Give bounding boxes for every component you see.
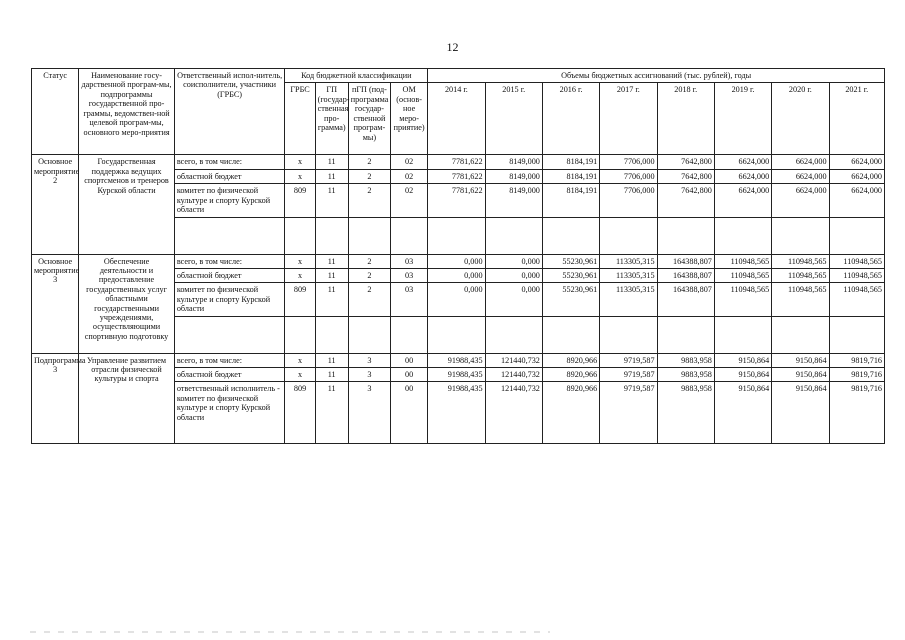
value-cell: 9819,716: [829, 353, 884, 367]
value-cell: 9883,958: [657, 353, 714, 367]
om-cell: 02: [391, 169, 428, 183]
value-cell: 7706,000: [600, 184, 657, 217]
name-cell: Государственная поддержка ведущих спортсменов и тренеров Курской области: [79, 155, 175, 254]
value-cell: 9883,958: [657, 368, 714, 382]
value-cell: 55230,961: [542, 254, 599, 268]
value-cell: 9150,864: [772, 368, 829, 382]
grbs-cell: х: [285, 268, 315, 282]
header-pgp: пГП (под-программа государ-ственной програм-мы): [348, 83, 390, 155]
responsible-cell: всего, в том числе:: [174, 155, 285, 169]
gp-cell: 11: [315, 254, 348, 268]
value-cell: 121440,732: [485, 382, 542, 444]
value-cell: 8920,966: [542, 368, 599, 382]
gp-cell: 11: [315, 169, 348, 183]
table-header: [32, 69, 885, 155]
page-number: 12: [446, 40, 459, 54]
value-cell: 0,000: [485, 283, 542, 316]
header-year: 2014 г.: [428, 83, 485, 155]
header-year: 2017 г.: [600, 83, 657, 155]
header-volumes: Объемы бюджетных ассигнований (тыс. рублей), годы: [428, 69, 885, 83]
header-year: 2021 г.: [829, 83, 884, 155]
om-cell: 02: [391, 184, 428, 217]
value-cell: 8184,191: [542, 169, 599, 183]
value-cell: 7781,622: [428, 169, 485, 183]
responsible-cell: комитет по физической культуре и спорту Курской области: [174, 184, 285, 217]
header-name: Наименование госу-дарственной програм-мы, подпрограммы государственной про-граммы, ведомствен-ной целевой програм-мы, основного меро-приятия: [79, 69, 175, 155]
gp-cell: 11: [315, 368, 348, 382]
header-year: 2018 г.: [657, 83, 714, 155]
value-cell: 121440,732: [485, 368, 542, 382]
value-cell: 110948,565: [829, 283, 884, 316]
gp-cell: 11: [315, 155, 348, 169]
value-cell: 9719,587: [600, 353, 657, 367]
value-cell: 7642,800: [657, 184, 714, 217]
value-cell: 0,000: [428, 283, 485, 316]
status-cell: Основное мероприятие 2: [32, 155, 79, 254]
status-cell: Подпрограмма 3: [32, 353, 79, 444]
value-cell: 7642,800: [657, 169, 714, 183]
pgp-cell: 2: [348, 283, 390, 316]
value-cell: 110948,565: [772, 268, 829, 282]
value-cell: 110948,565: [714, 254, 771, 268]
value-cell: 110948,565: [714, 268, 771, 282]
value-cell: 6624,000: [714, 155, 771, 169]
om-cell: 03: [391, 254, 428, 268]
grbs-cell: х: [285, 254, 315, 268]
value-cell: 6624,000: [772, 184, 829, 217]
value-cell: 8149,000: [485, 155, 542, 169]
responsible-cell: областной бюджет: [174, 169, 285, 183]
grbs-cell: 809: [285, 382, 315, 444]
pgp-cell: 2: [348, 169, 390, 183]
value-cell: 6624,000: [772, 169, 829, 183]
value-cell: 6624,000: [714, 184, 771, 217]
pgp-cell: 3: [348, 368, 390, 382]
value-cell: 164388,807: [657, 268, 714, 282]
grbs-cell: 809: [285, 184, 315, 217]
value-cell: 164388,807: [657, 254, 714, 268]
value-cell: 8920,966: [542, 382, 599, 444]
header-grbs: ГРБС: [285, 83, 315, 155]
header-status: Статус: [32, 69, 79, 155]
value-cell: 0,000: [485, 268, 542, 282]
om-cell: 00: [391, 382, 428, 444]
pgp-cell: 2: [348, 254, 390, 268]
header-year: 2015 г.: [485, 83, 542, 155]
pgp-cell: 2: [348, 268, 390, 282]
om-cell: 00: [391, 368, 428, 382]
table-row: [32, 353, 885, 367]
value-cell: 91988,435: [428, 382, 485, 444]
responsible-cell: ответственный исполнитель - комитет по физической культуре и спорту Курской области: [174, 382, 285, 444]
value-cell: 6624,000: [714, 169, 771, 183]
value-cell: 7642,800: [657, 155, 714, 169]
value-cell: 7706,000: [600, 169, 657, 183]
value-cell: 164388,807: [657, 283, 714, 316]
responsible-cell: областной бюджет: [174, 268, 285, 282]
value-cell: 113305,315: [600, 283, 657, 316]
table-row: [32, 155, 885, 169]
value-cell: 121440,732: [485, 353, 542, 367]
value-cell: 9150,864: [714, 353, 771, 367]
grbs-cell: 809: [285, 283, 315, 316]
value-cell: 91988,435: [428, 353, 485, 367]
responsible-cell: областной бюджет: [174, 368, 285, 382]
responsible-cell: всего, в том числе:: [174, 254, 285, 268]
value-cell: 9150,864: [772, 353, 829, 367]
value-cell: 55230,961: [542, 268, 599, 282]
name-cell: Обеспечение деятельности и предоставление государственных услуг областными государственными учреждениями, осуществляющими спортивную подготовку: [79, 254, 175, 353]
header-year: 2016 г.: [542, 83, 599, 155]
header-budget-code: Код бюджетной классификации: [285, 69, 428, 83]
om-cell: 03: [391, 268, 428, 282]
value-cell: 113305,315: [600, 268, 657, 282]
responsible-cell: комитет по физической культуре и спорту Курской области: [174, 283, 285, 316]
value-cell: 0,000: [428, 254, 485, 268]
value-cell: 7781,622: [428, 184, 485, 217]
pgp-cell: 2: [348, 184, 390, 217]
value-cell: 0,000: [428, 268, 485, 282]
header-year: 2019 г.: [714, 83, 771, 155]
responsible-cell: всего, в том числе:: [174, 353, 285, 367]
value-cell: 9719,587: [600, 382, 657, 444]
value-cell: 9150,864: [714, 382, 771, 444]
value-cell: 8920,966: [542, 353, 599, 367]
grbs-cell: х: [285, 368, 315, 382]
scan-artifact-line: [30, 631, 550, 633]
table-row: [32, 254, 885, 268]
header-year: 2020 г.: [772, 83, 829, 155]
om-cell: 03: [391, 283, 428, 316]
value-cell: 8184,191: [542, 184, 599, 217]
gp-cell: 11: [315, 353, 348, 367]
value-cell: 110948,565: [772, 254, 829, 268]
gp-cell: 11: [315, 268, 348, 282]
gp-cell: 11: [315, 382, 348, 444]
value-cell: 7781,622: [428, 155, 485, 169]
status-cell: Основное мероприятие 3: [32, 254, 79, 353]
pgp-cell: 2: [348, 155, 390, 169]
header-responsible: Ответственный испол-нитель, соисполнители, участники (ГРБС): [174, 69, 285, 155]
value-cell: 9819,716: [829, 368, 884, 382]
gp-cell: 11: [315, 283, 348, 316]
budget-table: [31, 68, 885, 444]
value-cell: 9883,958: [657, 382, 714, 444]
value-cell: 6624,000: [772, 155, 829, 169]
grbs-cell: х: [285, 155, 315, 169]
value-cell: 110948,565: [829, 268, 884, 282]
gp-cell: 11: [315, 184, 348, 217]
value-cell: 9150,864: [772, 382, 829, 444]
value-cell: 55230,961: [542, 283, 599, 316]
value-cell: 8184,191: [542, 155, 599, 169]
value-cell: 6624,000: [829, 184, 884, 217]
value-cell: 0,000: [485, 254, 542, 268]
value-cell: 7706,000: [600, 155, 657, 169]
value-cell: 110948,565: [772, 283, 829, 316]
pgp-cell: 3: [348, 382, 390, 444]
value-cell: 8149,000: [485, 184, 542, 217]
value-cell: 113305,315: [600, 254, 657, 268]
header-om: ОМ (основ-ное меро-приятие): [391, 83, 428, 155]
value-cell: 6624,000: [829, 155, 884, 169]
grbs-cell: х: [285, 169, 315, 183]
value-cell: 9150,864: [714, 368, 771, 382]
value-cell: 110948,565: [829, 254, 884, 268]
name-cell: Управление развитием отрасли физической культуры и спорта: [79, 353, 175, 444]
value-cell: 9719,587: [600, 368, 657, 382]
value-cell: 9819,716: [829, 382, 884, 444]
value-cell: 91988,435: [428, 368, 485, 382]
value-cell: 8149,000: [485, 169, 542, 183]
om-cell: 00: [391, 353, 428, 367]
value-cell: 6624,000: [829, 169, 884, 183]
header-gp: ГП (государ-ственная про-грамма): [315, 83, 348, 155]
om-cell: 02: [391, 155, 428, 169]
pgp-cell: 3: [348, 353, 390, 367]
value-cell: 110948,565: [714, 283, 771, 316]
grbs-cell: х: [285, 353, 315, 367]
